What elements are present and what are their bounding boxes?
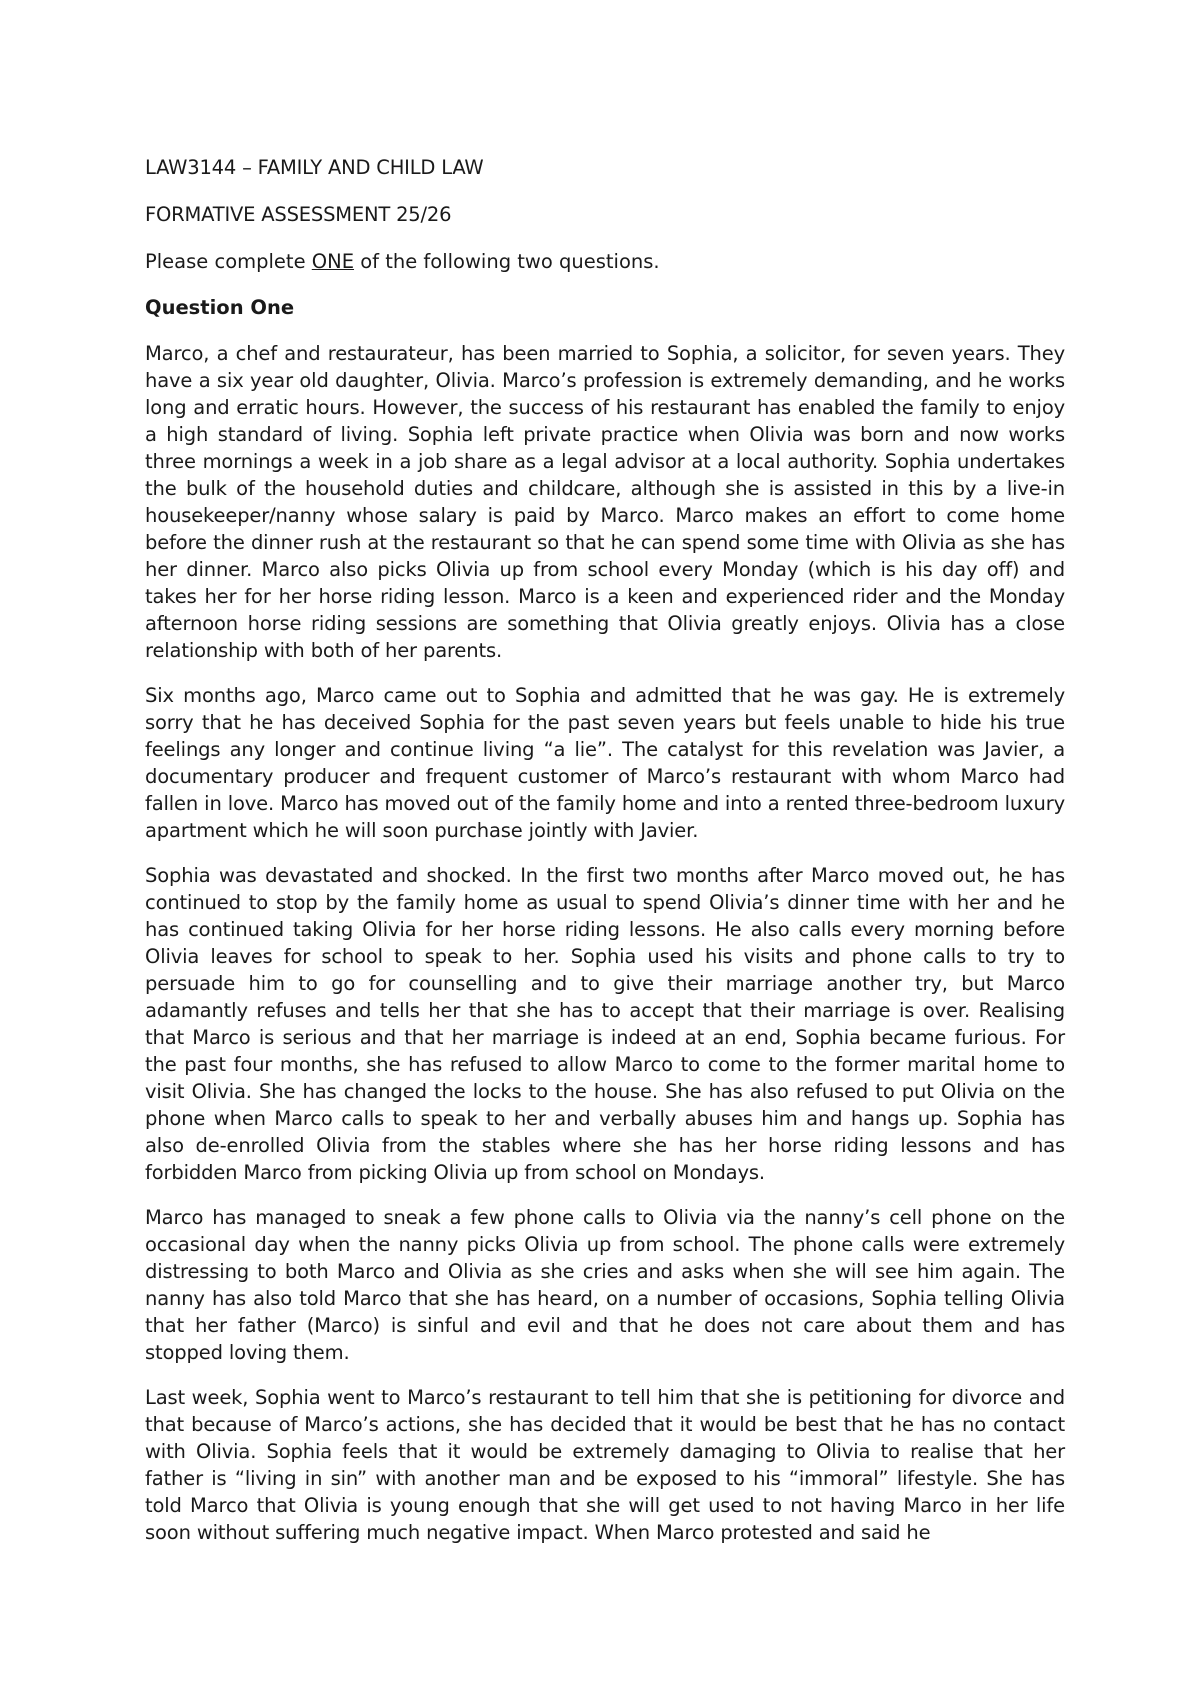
question-heading: Question One (145, 296, 295, 319)
instruction-text (145, 248, 1065, 275)
instruction-before: Please complete (145, 250, 312, 273)
paragraph: Six months ago, Marco came out to Sophia and admitted that he was gay. He is extremely sorry that he has deceived Sophia for the past seven years but feels unable to hide his true feelings any longer and continue living “a lie”. The catalyst for this revelation was Javier, a documentary producer and frequent customer of Marco’s restaurant with whom Marco had fallen in love. Marco has moved out of the family home and into a rented three-bedroom luxury apartment which he will soon purchase jointly with Javier. (145, 684, 1065, 842)
paragraph: Last week, Sophia went to Marco’s restaurant to tell him that she is petitioning for divorce and that because of Marco’s actions, she has decided that it would be best that he has no contact with Olivia. Sophia feels that it would be extremely damaging to Olivia to realise that her father is “living in sin” with another man and be exposed to his “immoral” lifestyle. She has told Marco that Olivia is young enough that she will get used to not having Marco in her life soon without suffering much negative impact. When Marco protested and said he (145, 1386, 1065, 1544)
assessment-title: FORMATIVE ASSESSMENT 25/26 (145, 203, 452, 226)
instruction-emphasis: ONE (311, 250, 355, 273)
paragraph: Marco, a chef and restaurateur, has been married to Sophia, a solicitor, for seven years. They have a six year old daughter, Olivia. Marco’s profession is extremely demanding, and he works long and erratic hours. However, the success of his restaurant has enabled the family to enjoy a high standard of living. Sophia left private practice when Olivia was born and now works three mornings a week in a job share as a legal advisor at a local authority. Sophia undertakes the bulk of the household duties and childcare, although she is assisted in this by a live-in housekeeper/nanny whose salary is paid by Marco. Marco makes an effort to come home before the dinner rush at the restaurant so that he can spend some time with Olivia as she has her dinner. Marco also picks Olivia up from school every Monday (which is his day off) and takes her for her horse riding lesson. Marco is a keen and experienced rider and the Monday afternoon horse riding sessions are something that Olivia greatly enjoys. Olivia has a close relationship with both of her parents. (145, 342, 1065, 662)
document-page (145, 154, 1065, 1564)
course-title: LAW3144 – FAMILY AND CHILD LAW (145, 156, 484, 179)
paragraph: Marco has managed to sneak a few phone calls to Olivia via the nanny’s cell phone on the occasional day when the nanny picks Olivia up from school. The phone calls were extremely distressing to both Marco and Olivia as she cries and asks when she will see him again. The nanny has also told Marco that she has heard, on a number of occasions, Sophia telling Olivia that her father (Marco) is sinful and evil and that he does not care about them and has stopped loving them. (145, 1206, 1065, 1364)
paragraph: Sophia was devastated and shocked. In the first two months after Marco moved out, he has continued to stop by the family home as usual to spend Olivia’s dinner time with her and he has continued taking Olivia for her horse riding lessons. He also calls every morning before Olivia leaves for school to speak to her. Sophia used his visits and phone calls to try to persuade him to go for counselling and to give their marriage another try, but Marco adamantly refuses and tells her that she has to accept that their marriage is over. Realising that Marco is serious and that her marriage is indeed at an end, Sophia became furious. For the past four months, she has refused to allow Marco to come to the former marital home to visit Olivia. She has changed the locks to the house. She has also refused to put Olivia on the phone when Marco calls to speak to her and verbally abuses him and hangs up. Sophia has also de-enrolled Olivia from the stables where she has her horse riding lessons and has forbidden Marco from picking Olivia up from school on Mondays. (145, 864, 1065, 1184)
instruction-after: of the following two questions. (354, 250, 660, 273)
